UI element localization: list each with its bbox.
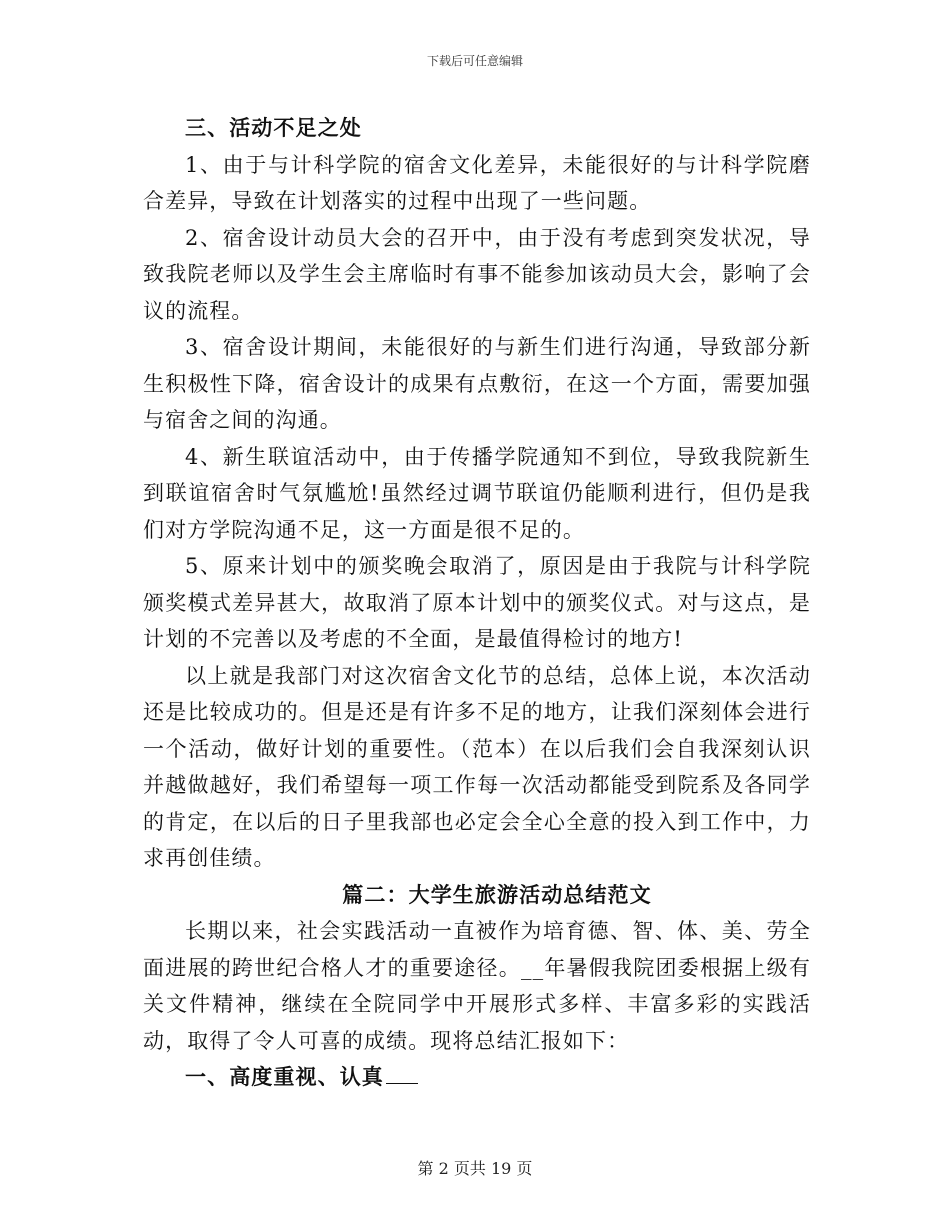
document-body <box>143 110 811 1096</box>
part2-heading-1-text: 一、高度重视、认真 <box>185 1064 384 1089</box>
part2-intro-paragraph: 长期以来，社会实践活动一直被作为培育德、智、体、美、劳全面进展的跨世纪合格人才的重要途径。__年暑假我院团委根据上级有关文件精神，继续在全院同学中开展形式多样、丰富多彩的实践活动，取得了令人可喜的成绩。现将总结汇报如下： <box>143 919 811 1053</box>
page-header-note: 下载后可任意编辑 <box>426 54 523 68</box>
part2-title: 篇二：大学生旅游活动总结范文 <box>342 881 652 907</box>
deficiency-item-3: 3、宿舍设计期间，未能很好的与新生们进行沟通，导致部分新生积极性下降，宿舍设计的成果有点敷衍，在这一个方面，需要加强与宿舍之间的沟通。 <box>143 335 811 432</box>
deficiency-item-5: 5、原来计划中的颁奖晚会取消了，原因是由于我院与计科学院颁奖模式差异甚大，故取消了原本计划中的颁奖仪式。对与这点，是计划的不完善以及考虑的不全面，是最值得检讨的地方! <box>143 554 811 651</box>
fill-in-blank <box>386 1063 418 1084</box>
part2-heading-1 <box>143 1059 811 1096</box>
deficiency-item-1: 1、由于与计科学院的宿舍文化差异，未能很好的与计科学院磨合差异，导致在计划落实的过程中出现了一些问题。 <box>143 152 811 213</box>
section-heading-deficiencies: 三、活动不足之处 <box>185 115 362 140</box>
deficiency-item-2: 2、宿舍设计动员大会的召开中，由于没有考虑到突发状况，导致我院老师以及学生会主席临时有事不能参加该动员大会，影响了会议的流程。 <box>143 225 811 323</box>
summary-paragraph: 以上就是我部门对这次宿舍文化节的总结，总体上说，本次活动还是比较成功的。但是还是有许多不足的地方，让我们深刻体会进行一个活动，做好计划的重要性。（范本）在以后我们会自我深刻认识并越做越好，我们希望每一项工作每一次活动都能受到院系及各同学的肯定，在以后的日子里我部也必定会全心全意的投入到工作中，力求再创佳绩。 <box>143 663 811 870</box>
page-number: 第 2 页共 19 页 <box>417 1159 533 1178</box>
deficiency-item-4: 4、新生联谊活动中，由于传播学院通知不到位，导致我院新生到联谊宿舍时气氛尴尬!虽然经过调节联谊仍能顺利进行，但仍是我们对方学院沟通不足，这一方面是很不足的。 <box>143 444 811 542</box>
